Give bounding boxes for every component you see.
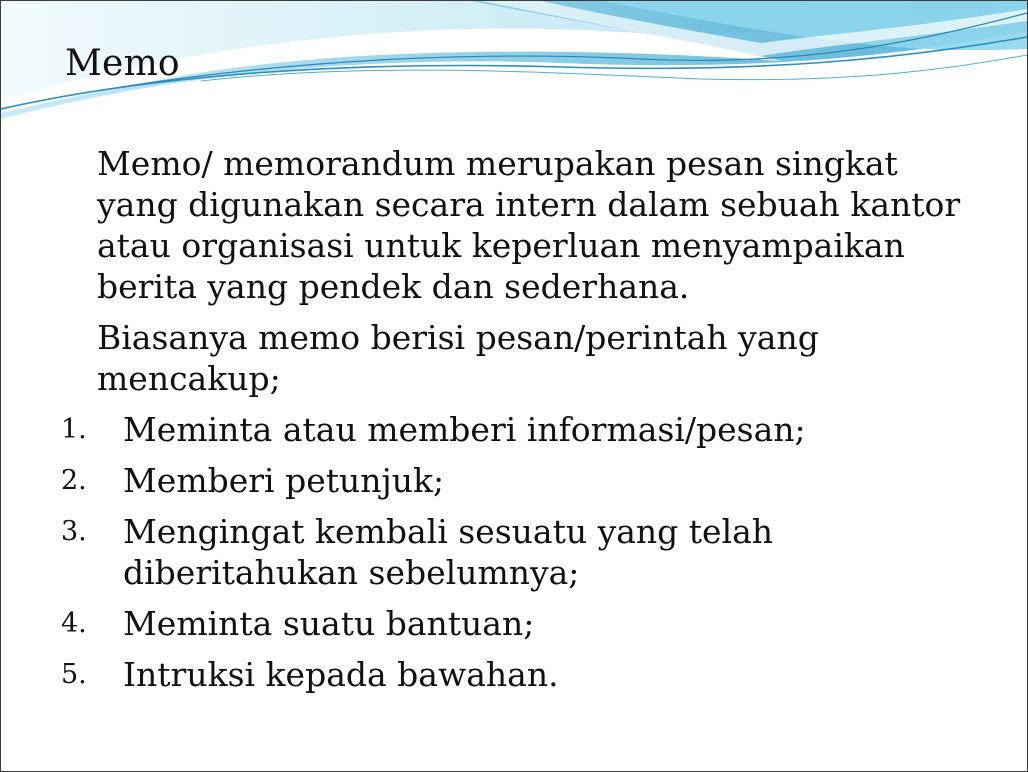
intro-paragraph: Memo/ memorandum merupakan pesan singkat yang digunakan secara intern dalam sebuah kantor atau organisasi untuk keperluan menyampaikan berita yang pendek dan sederhana.	[97, 144, 961, 306]
list-item-number: 3.	[61, 516, 87, 547]
list-item	[61, 511, 981, 593]
list-item-number: 5.	[61, 659, 87, 690]
list-item-number: 4.	[61, 608, 87, 639]
list-item-text: Mengingat kembali sesuatu yang telah diberitahukan sebelumnya;	[123, 512, 774, 592]
list-item-text: Meminta atau memberi informasi/pesan;	[123, 410, 806, 449]
slide-title: Memo	[65, 43, 180, 84]
numbered-list	[61, 409, 981, 695]
list-item-text: Intruksi kepada bawahan.	[123, 655, 559, 694]
slide-body	[61, 143, 981, 705]
list-item-text: Meminta suatu bantuan;	[123, 604, 535, 643]
list-item	[61, 409, 981, 450]
list-item	[61, 603, 981, 644]
lead-paragraph: Biasanya memo berisi pesan/perintah yang mencakup;	[97, 318, 819, 398]
list-item	[61, 654, 981, 695]
list-item-text: Memberi petunjuk;	[123, 461, 445, 500]
list-item-number: 2.	[61, 465, 87, 496]
list-item	[61, 460, 981, 501]
list-item-number: 1.	[61, 414, 87, 445]
